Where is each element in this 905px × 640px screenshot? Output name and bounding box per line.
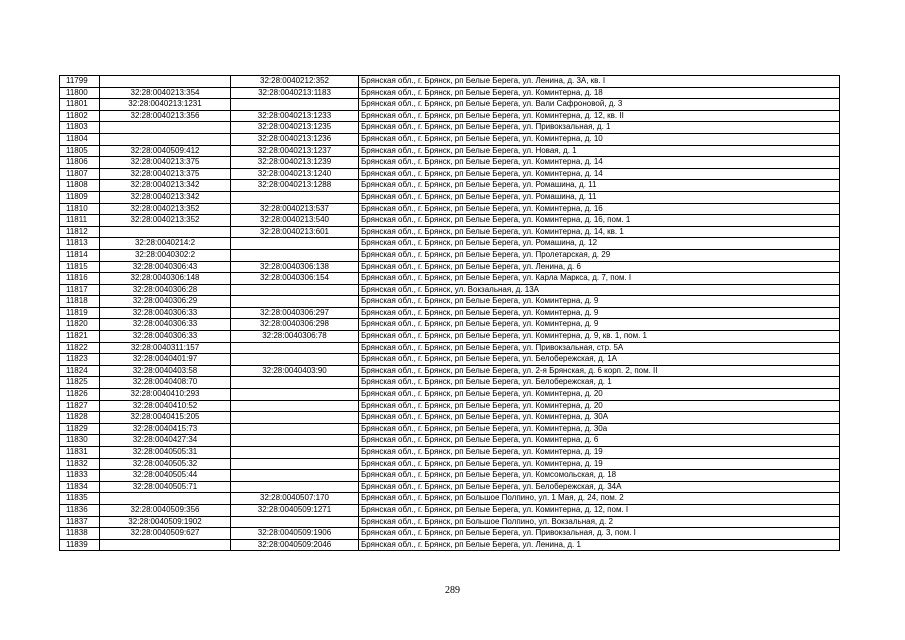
object-cadastral-cell: 32:28:0040213:601 [231,226,359,238]
table-row [60,342,840,354]
object-cadastral-cell [231,435,359,447]
parcel-cadastral-cell: 32:28:0040410:52 [100,400,231,412]
address-cell: Брянская обл., г. Брянск, рп Белые Берега, ул. Привокзальная, д. 3, пом. I [359,528,840,540]
parcel-cadastral-cell: 32:28:0040306:33 [100,331,231,343]
row-number-cell: 11832 [60,458,100,470]
address-cell: Брянская обл., г. Брянск, рп Белые Берега, ул. Привокзальная, д. 1 [359,122,840,134]
parcel-cadastral-cell [100,493,231,505]
address-cell: Брянская обл., г. Брянск, рп Белые Берега, ул. Коминтерна, д. 30а [359,423,840,435]
row-number-cell: 11810 [60,203,100,215]
table-row [60,319,840,331]
address-cell: Брянская обл., г. Брянск, рп Белые Берега, ул. Коминтерна, д. 16 [359,203,840,215]
row-number-cell: 11833 [60,470,100,482]
object-cadastral-cell: 32:28:0040306:297 [231,307,359,319]
object-cadastral-cell [231,99,359,111]
object-cadastral-cell [231,284,359,296]
parcel-cadastral-cell [100,539,231,551]
table-row [60,157,840,169]
object-cadastral-cell: 32:28:0040213:1183 [231,87,359,99]
table-row [60,110,840,122]
address-cell: Брянская обл., г. Брянск, рп Белые Берега, ул. Коминтерна, д. 20 [359,389,840,401]
table-row [60,447,840,459]
address-cell: Брянская обл., г. Брянск, рп Белые Берега, ул. Коминтерна, д. 6 [359,435,840,447]
address-cell: Брянская обл., г. Брянск, рп Белые Берега, ул. Коминтерна, д. 9 [359,319,840,331]
object-cadastral-cell [231,423,359,435]
table-row [60,493,840,505]
row-number-cell: 11809 [60,191,100,203]
table-row [60,226,840,238]
parcel-cadastral-cell: 32:28:0040306:33 [100,307,231,319]
address-cell: Брянская обл., г. Брянск, рп Белые Берега, ул. Новая, д. 1 [359,145,840,157]
parcel-cadastral-cell: 32:28:0040408:70 [100,377,231,389]
object-cadastral-cell: 32:28:0040306:298 [231,319,359,331]
object-cadastral-cell [231,342,359,354]
parcel-cadastral-cell: 32:28:0040306:43 [100,261,231,273]
table-row [60,470,840,482]
parcel-cadastral-cell: 32:28:0040401:97 [100,354,231,366]
object-cadastral-cell: 32:28:0040213:537 [231,203,359,215]
parcel-cadastral-cell: 32:28:0040403:58 [100,365,231,377]
parcel-cadastral-cell: 32:28:0040311:157 [100,342,231,354]
table-row [60,284,840,296]
address-cell: Брянская обл., г. Брянск, рп Белые Берега, ул. Коминтерна, д. 14 [359,168,840,180]
table-row [60,389,840,401]
table-row [60,145,840,157]
parcel-cadastral-cell: 32:28:0040306:29 [100,296,231,308]
object-cadastral-cell: 32:28:0040213:1233 [231,110,359,122]
row-number-cell: 11800 [60,87,100,99]
row-number-cell: 11836 [60,504,100,516]
object-cadastral-cell [231,354,359,366]
row-number-cell: 11826 [60,389,100,401]
object-cadastral-cell [231,377,359,389]
row-number-cell: 11805 [60,145,100,157]
object-cadastral-cell: 32:28:0040212:352 [231,76,359,88]
parcel-cadastral-cell: 32:28:0040213:375 [100,168,231,180]
object-cadastral-cell [231,458,359,470]
table-row [60,412,840,424]
address-cell: Брянская обл., г. Брянск, рп Большое Полпино, ул. 1 Мая, д. 24, пом. 2 [359,493,840,505]
table-row [60,261,840,273]
object-cadastral-cell: 32:28:0040213:1239 [231,157,359,169]
parcel-cadastral-cell: 32:28:0040213:356 [100,110,231,122]
table-body [60,76,840,551]
table-row [60,365,840,377]
table-row [60,481,840,493]
row-number-cell: 11830 [60,435,100,447]
address-cell: Брянская обл., г. Брянск, рп Белые Берега, ул. 2-я Брянская, д. 6 корп. 2, пом. II [359,365,840,377]
parcel-cadastral-cell: 32:28:0040505:31 [100,447,231,459]
parcel-cadastral-cell: 32:28:0040505:44 [100,470,231,482]
row-number-cell: 11814 [60,249,100,261]
row-number-cell: 11818 [60,296,100,308]
parcel-cadastral-cell: 32:28:0040427:34 [100,435,231,447]
row-number-cell: 11839 [60,539,100,551]
parcel-cadastral-cell: 32:28:0040415:73 [100,423,231,435]
table-row [60,539,840,551]
table-row [60,168,840,180]
parcel-cadastral-cell: 32:28:0040306:33 [100,319,231,331]
page-number: 289 [445,585,460,596]
row-number-cell: 11838 [60,528,100,540]
table-row [60,458,840,470]
parcel-cadastral-cell [100,133,231,145]
address-cell: Брянская обл., г. Брянск, ул. Вокзальная, д. 13А [359,284,840,296]
row-number-cell: 11823 [60,354,100,366]
row-number-cell: 11820 [60,319,100,331]
object-cadastral-cell [231,412,359,424]
row-number-cell: 11824 [60,365,100,377]
address-cell: Брянская обл., г. Брянск, рп Белые Берега, ул. Белобережская, д. 1 [359,377,840,389]
table-row [60,180,840,192]
table-row [60,377,840,389]
address-cell: Брянская обл., г. Брянск, рп Белые Берега, ул. Коминтерна, д. 12, пом. I [359,504,840,516]
row-number-cell: 11822 [60,342,100,354]
parcel-cadastral-cell: 32:28:0040213:352 [100,215,231,227]
table-row [60,122,840,134]
table-row [60,87,840,99]
row-number-cell: 11835 [60,493,100,505]
object-cadastral-cell [231,389,359,401]
row-number-cell: 11803 [60,122,100,134]
table-row [60,516,840,528]
parcel-cadastral-cell: 32:28:0040415:205 [100,412,231,424]
row-number-cell: 11817 [60,284,100,296]
table-row [60,354,840,366]
object-cadastral-cell: 32:28:0040509:1906 [231,528,359,540]
row-number-cell: 11828 [60,412,100,424]
table-row [60,191,840,203]
parcel-cadastral-cell: 32:28:0040213:352 [100,203,231,215]
row-number-cell: 11808 [60,180,100,192]
address-cell: Брянская обл., г. Брянск, рп Белые Берега, ул. Ленина, д. 3А, кв. I [359,76,840,88]
parcel-cadastral-cell: 32:28:0040306:28 [100,284,231,296]
row-number-cell: 11806 [60,157,100,169]
parcel-cadastral-cell [100,76,231,88]
object-cadastral-cell [231,249,359,261]
row-number-cell: 11815 [60,261,100,273]
parcel-cadastral-cell: 32:28:0040509:412 [100,145,231,157]
row-number-cell: 11804 [60,133,100,145]
row-number-cell: 11829 [60,423,100,435]
address-cell: Брянская обл., г. Брянск, рп Белые Берега, ул. Коминтерна, д. 9 [359,296,840,308]
address-cell: Брянская обл., г. Брянск, рп Белые Берега, ул. Вали Сафроновой, д. 3 [359,99,840,111]
address-cell: Брянская обл., г. Брянск, рп Белые Берега, ул. Коминтерна, д. 18 [359,87,840,99]
object-cadastral-cell: 32:28:0040509:1271 [231,504,359,516]
parcel-cadastral-cell: 32:28:0040509:1902 [100,516,231,528]
address-cell: Брянская обл., г. Брянск, рп Белые Берега, ул. Коминтерна, д. 16, пом. 1 [359,215,840,227]
address-cell: Брянская обл., г. Брянск, рп Белые Берега, ул. Коминтерна, д. 10 [359,133,840,145]
row-number-cell: 11819 [60,307,100,319]
address-cell: Брянская обл., г. Брянск, рп Белые Берега, ул. Коминтерна, д. 9, кв. 1, пом. 1 [359,331,840,343]
address-cell: Брянская обл., г. Брянск, рп Белые Берега, ул. Коминтерна, д. 14 [359,157,840,169]
parcel-cadastral-cell [100,122,231,134]
row-number-cell: 11813 [60,238,100,250]
parcel-cadastral-cell: 32:28:0040213:342 [100,180,231,192]
table-row [60,273,840,285]
object-cadastral-cell: 32:28:0040213:540 [231,215,359,227]
table-row [60,331,840,343]
object-cadastral-cell: 32:28:0040213:1236 [231,133,359,145]
table-row [60,504,840,516]
row-number-cell: 11816 [60,273,100,285]
address-cell: Брянская обл., г. Брянск, рп Белые Берега, ул. Белобережская, д. 34А [359,481,840,493]
object-cadastral-cell [231,447,359,459]
object-cadastral-cell: 32:28:0040507:170 [231,493,359,505]
parcel-cadastral-cell: 32:28:0040213:1231 [100,99,231,111]
table-row [60,296,840,308]
address-cell: Брянская обл., г. Брянск, рп Белые Берега, ул. Комсомольская, д. 18 [359,470,840,482]
row-number-cell: 11799 [60,76,100,88]
table-row [60,435,840,447]
object-cadastral-cell [231,516,359,528]
parcel-cadastral-cell [100,226,231,238]
address-cell: Брянская обл., г. Брянск, рп Белые Берега, ул. Коминтерна, д. 9 [359,307,840,319]
row-number-cell: 11811 [60,215,100,227]
address-cell: Брянская обл., г. Брянск, рп Белые Берега, ул. Коминтерна, д. 20 [359,400,840,412]
table-row [60,423,840,435]
table-row [60,400,840,412]
parcel-cadastral-cell: 32:28:0040214:2 [100,238,231,250]
object-cadastral-cell [231,400,359,412]
object-cadastral-cell: 32:28:0040213:1235 [231,122,359,134]
object-cadastral-cell: 32:28:0040306:138 [231,261,359,273]
address-cell: Брянская обл., г. Брянск, рп Белые Берега, ул. Пролетарская, д. 29 [359,249,840,261]
parcel-cadastral-cell: 32:28:0040213:375 [100,157,231,169]
row-number-cell: 11812 [60,226,100,238]
parcel-cadastral-cell: 32:28:0040213:342 [100,191,231,203]
address-cell: Брянская обл., г. Брянск, рп Белые Берега, ул. Карла Маркса, д. 7, пом. I [359,273,840,285]
address-cell: Брянская обл., г. Брянск, рп Белые Берега, ул. Привокзальная, стр. 5А [359,342,840,354]
row-number-cell: 11801 [60,99,100,111]
address-cell: Брянская обл., г. Брянск, рп Белые Берега, ул. Ромашина, д. 11 [359,191,840,203]
object-cadastral-cell: 32:28:0040213:1288 [231,180,359,192]
row-number-cell: 11821 [60,331,100,343]
address-cell: Брянская обл., г. Брянск, рп Белые Берега, ул. Ленина, д. 6 [359,261,840,273]
object-cadastral-cell [231,191,359,203]
address-cell: Брянская обл., г. Брянск, рп Белые Берега, ул. Коминтерна, д. 19 [359,458,840,470]
parcel-cadastral-cell: 32:28:0040302:2 [100,249,231,261]
object-cadastral-cell: 32:28:0040213:1240 [231,168,359,180]
parcel-cadastral-cell: 32:28:0040505:71 [100,481,231,493]
address-cell: Брянская обл., г. Брянск, рп Белые Берега, ул. Коминтерна, д. 14, кв. 1 [359,226,840,238]
object-cadastral-cell [231,238,359,250]
address-cell: Брянская обл., г. Брянск, рп Белые Берега, ул. Ленина, д. 1 [359,539,840,551]
address-cell: Брянская обл., г. Брянск, рп Белые Берега, ул. Коминтерна, д. 12, кв. II [359,110,840,122]
table-row [60,99,840,111]
parcel-cadastral-cell: 32:28:0040306:148 [100,273,231,285]
address-cell: Брянская обл., г. Брянск, рп Белые Берега, ул. Белобережская, д. 1А [359,354,840,366]
object-cadastral-cell: 32:28:0040403:90 [231,365,359,377]
table-row [60,528,840,540]
table-row [60,215,840,227]
parcel-cadastral-cell: 32:28:0040509:356 [100,504,231,516]
parcel-cadastral-cell: 32:28:0040505:32 [100,458,231,470]
address-cell: Брянская обл., г. Брянск, рп Белые Берега, ул. Коминтерна, д. 30А [359,412,840,424]
parcel-cadastral-cell: 32:28:0040410:293 [100,389,231,401]
object-cadastral-cell [231,470,359,482]
row-number-cell: 11807 [60,168,100,180]
row-number-cell: 11831 [60,447,100,459]
table-row [60,133,840,145]
address-cell: Брянская обл., г. Брянск, рп Белые Берега, ул. Ромашина, д. 12 [359,238,840,250]
address-cell: Брянская обл., г. Брянск, рп Большое Полпино, ул. Вокзальная, д. 2 [359,516,840,528]
property-table [59,75,840,551]
row-number-cell: 11825 [60,377,100,389]
row-number-cell: 11834 [60,481,100,493]
object-cadastral-cell: 32:28:0040306:154 [231,273,359,285]
table-row [60,249,840,261]
object-cadastral-cell [231,296,359,308]
table-row [60,307,840,319]
table-row [60,76,840,88]
row-number-cell: 11827 [60,400,100,412]
address-cell: Брянская обл., г. Брянск, рп Белые Берега, ул. Ромашина, д. 11 [359,180,840,192]
table-row [60,238,840,250]
object-cadastral-cell: 32:28:0040509:2046 [231,539,359,551]
object-cadastral-cell: 32:28:0040213:1237 [231,145,359,157]
object-cadastral-cell [231,481,359,493]
parcel-cadastral-cell: 32:28:0040213:354 [100,87,231,99]
table-row [60,203,840,215]
address-cell: Брянская обл., г. Брянск, рп Белые Берега, ул. Коминтерна, д. 19 [359,447,840,459]
row-number-cell: 11837 [60,516,100,528]
parcel-cadastral-cell: 32:28:0040509:627 [100,528,231,540]
row-number-cell: 11802 [60,110,100,122]
object-cadastral-cell: 32:28:0040306:78 [231,331,359,343]
